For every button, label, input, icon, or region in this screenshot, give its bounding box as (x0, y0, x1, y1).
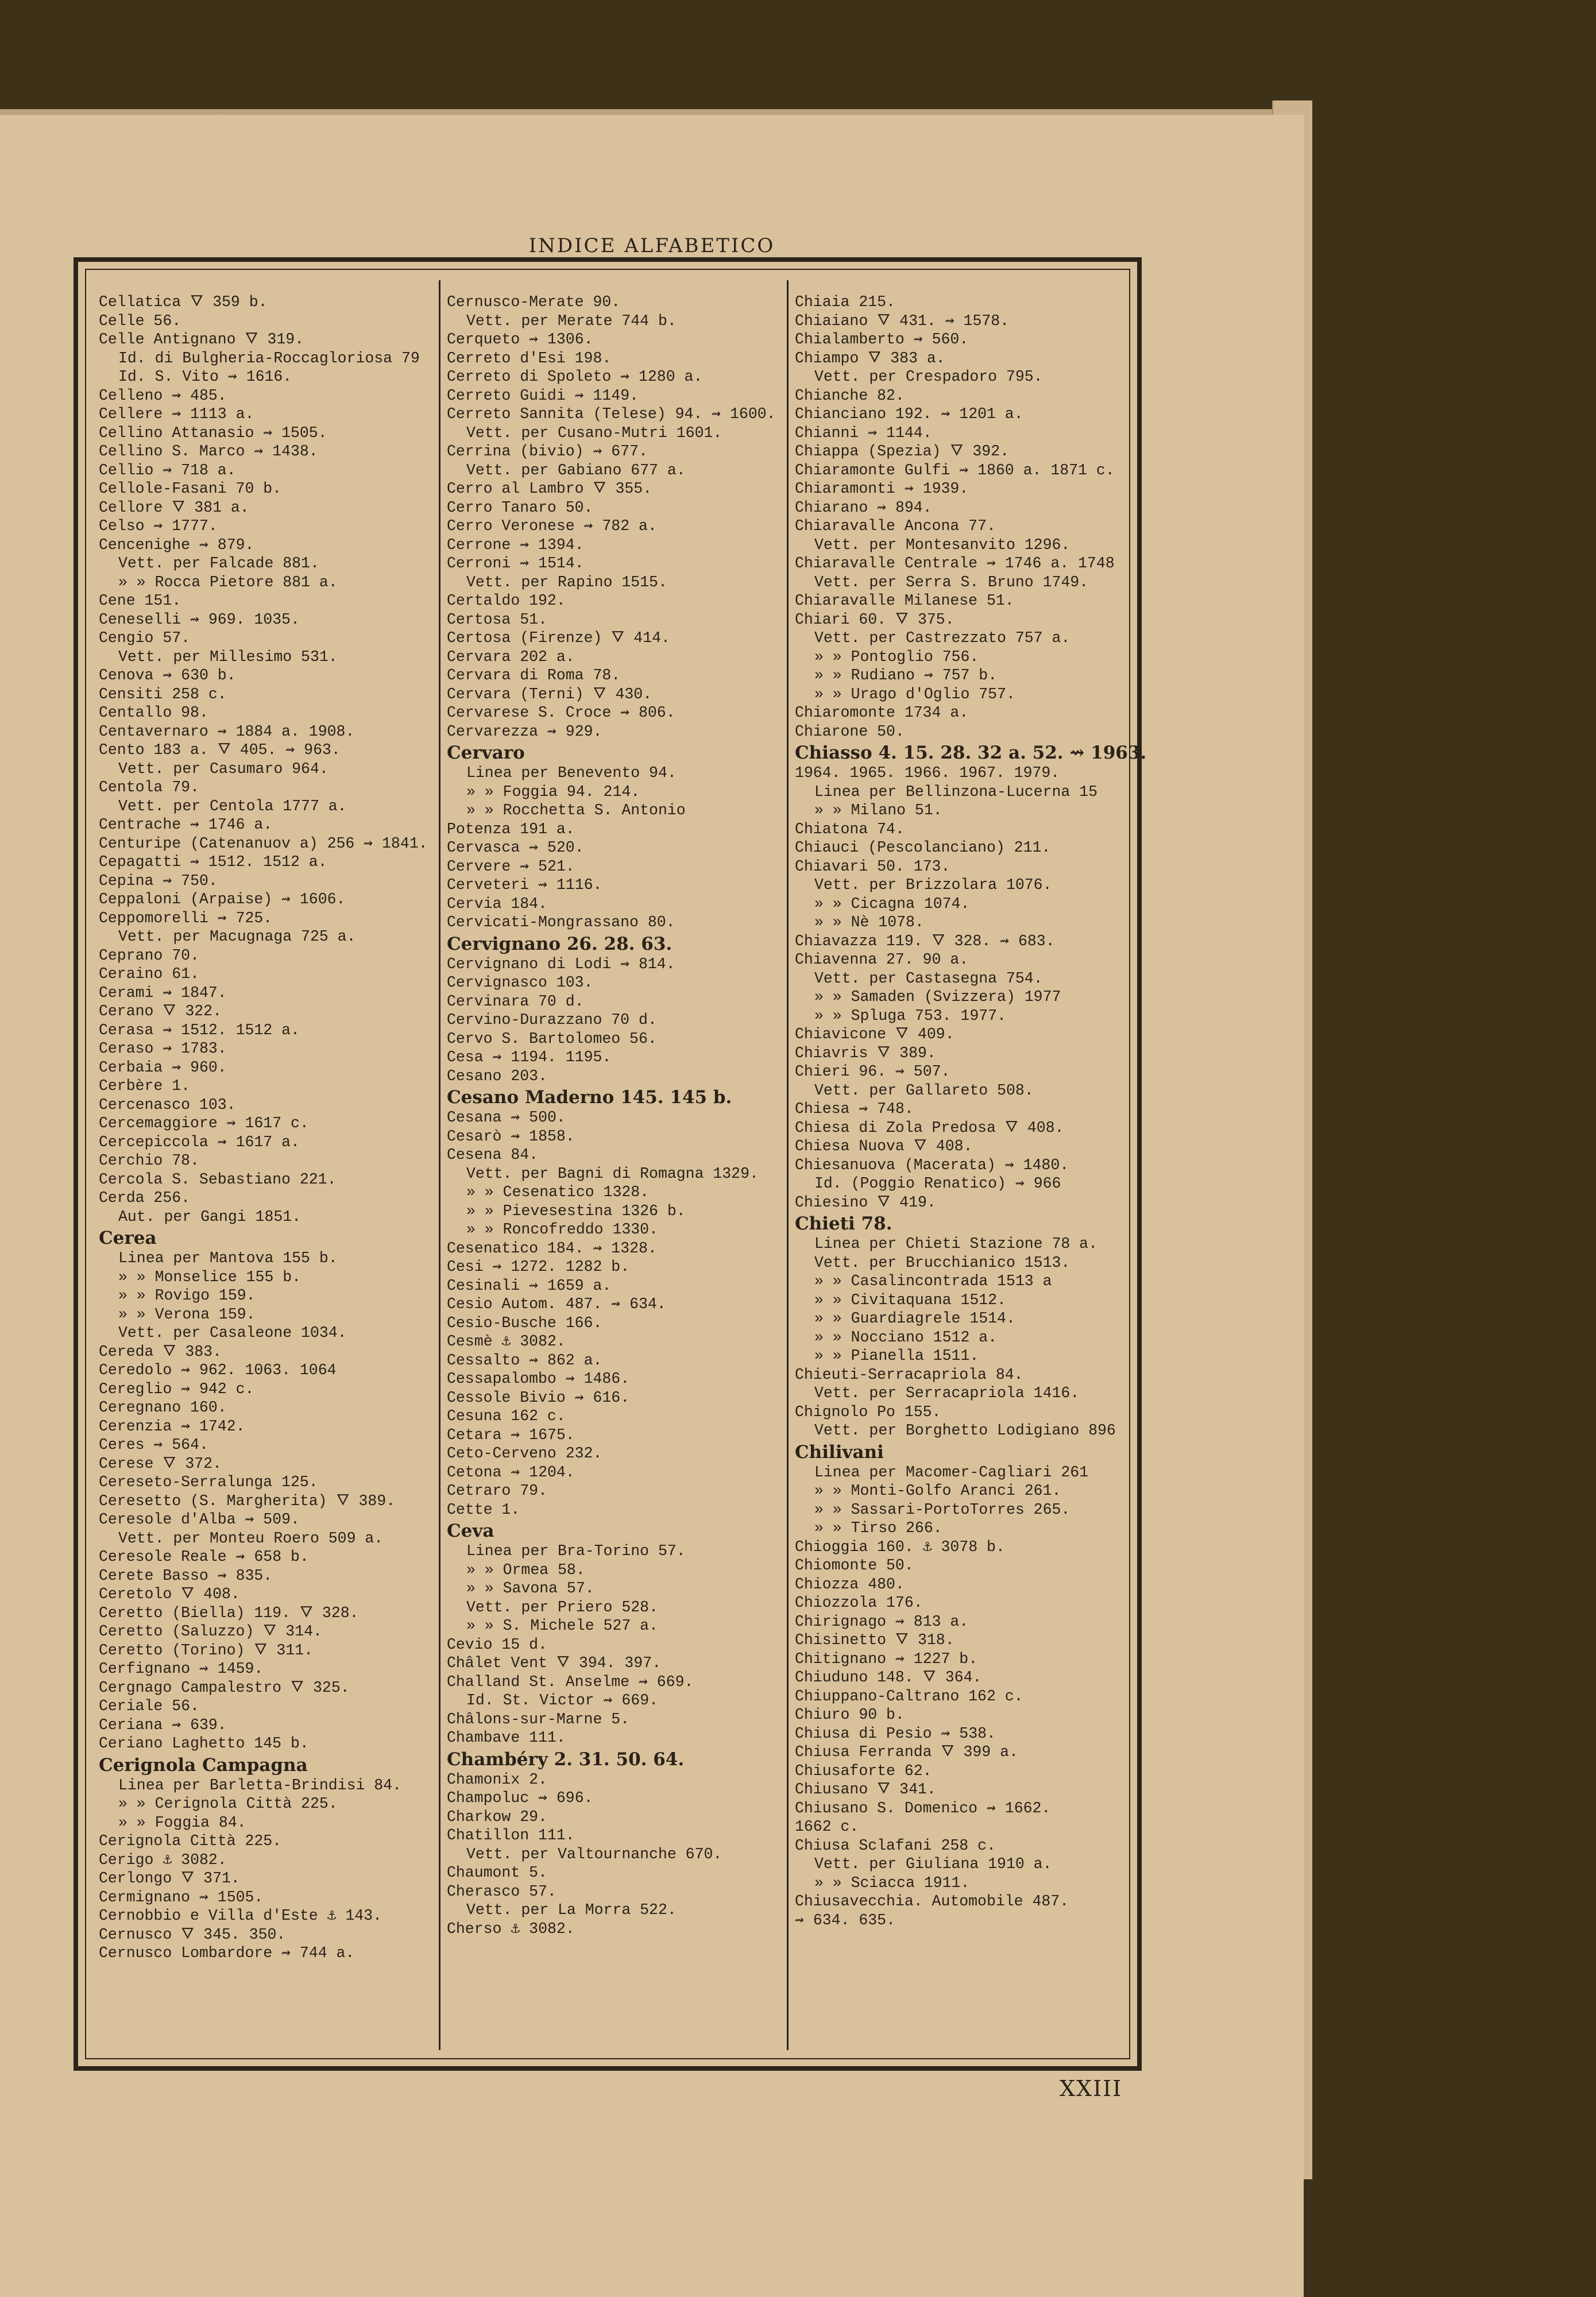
index-entry: Vett. per Falcade 881. (118, 555, 319, 572)
index-entry: Chiesino 🜄 419. (795, 1193, 936, 1211)
index-entry: Cessapalombo ⇝ 1486. (447, 1370, 630, 1387)
index-entry: Cesio-Busche 166. (447, 1314, 602, 1332)
index-entry: Cerignola Città 225. (99, 1832, 282, 1850)
index-entry: Cereglio ⇝ 942 c. (99, 1380, 254, 1398)
index-entry: » » Milano 51. (814, 802, 942, 819)
index-entry: Centuripe (Catenanuov a) 256 ⇝ 1841. (99, 834, 428, 852)
index-entry: Champoluc ⇝ 696. (447, 1789, 593, 1807)
index-entry: Cereda 🜄 383. (99, 1343, 222, 1360)
index-entry: Cerea (99, 1228, 157, 1248)
index-entry: Cerasa ⇝ 1512. 1512 a. (99, 1021, 300, 1039)
index-entry: Cessalto ⇝ 862 a. (447, 1351, 602, 1369)
index-entry: Ceto-Cerveno 232. (447, 1445, 602, 1462)
index-entry: Cervara di Roma 78. (447, 667, 621, 684)
index-entry: Chiomonte 50. (795, 1557, 914, 1574)
index-entry: Cereseto-Serralunga 125. (99, 1474, 318, 1491)
index-entry: Chiesanuova (Macerata) ⇝ 1480. (795, 1156, 1069, 1174)
index-entry: Vett. per Giuliana 1910 a. (814, 1855, 1052, 1873)
index-entry: Chiavari 50. 173. (795, 857, 950, 875)
index-entry: Certaldo 192. (447, 592, 566, 609)
index-entry: Ceretto (Torino) 🜄 311. (99, 1641, 314, 1659)
column-rule-2 (787, 280, 789, 2050)
index-entry: Cerqueto ⇝ 1306. (447, 331, 593, 348)
index-entry: Celle Antignano 🜄 319. (99, 331, 304, 348)
index-entry: Cellio ⇝ 718 a. (99, 461, 236, 479)
index-entry: Centrache ⇝ 1746 a. (99, 816, 273, 833)
index-entry: Chilivani (795, 1441, 884, 1463)
index-entry: Chianche 82. (795, 386, 905, 404)
index-entry: Cerchio 78. (99, 1152, 199, 1169)
index-entry: Cerro Veronese ⇝ 782 a. (447, 517, 657, 535)
index-entry: Cesinali ⇝ 1659 a. (447, 1277, 612, 1294)
index-entry: Chiaia 215. (795, 293, 895, 311)
index-entry: Cherasco 57. (447, 1882, 557, 1900)
index-entry: Vett. per Millesimo 531. (118, 648, 338, 666)
index-entry: » » Civitaquana 1512. (814, 1291, 1006, 1309)
index-entry: Ceretto (Saluzzo) 🜄 314. (99, 1623, 322, 1640)
index-entry: Chianni ⇝ 1144. (795, 424, 932, 442)
index-entry: » » Sassari-PortoTorres 265. (814, 1501, 1071, 1518)
index-entry: Cergnago Campalestro 🜄 325. (99, 1679, 350, 1696)
index-entry: Cesio Autom. 487. ⇝ 634. (447, 1296, 666, 1313)
index-entry: Chirignago ⇝ 813 a. (795, 1612, 969, 1630)
index-entry: Chaumont 5. (447, 1864, 547, 1881)
index-entry: Chiesa Nuova 🜄 408. (795, 1138, 973, 1155)
index-entry: Chiusa Sclafani 258 c. (795, 1836, 996, 1854)
index-entry: Linea per Bellinzona-Lucerna 15 (814, 783, 1098, 801)
index-entry: Chitignano ⇝ 1227 b. (795, 1650, 978, 1668)
index-entry: Cesa ⇝ 1194. 1195. (447, 1049, 612, 1066)
index-entry: Cervarezza ⇝ 929. (447, 722, 602, 740)
index-entry: Id. St. Victor ⇝ 669. (466, 1692, 659, 1709)
index-entry: Cervinara 70 d. (447, 992, 584, 1010)
index-entry: Cermignano ⇝ 1505. (99, 1888, 264, 1906)
index-entry: Cerigo ⚓ 3082. (99, 1851, 227, 1869)
index-entry: » » Roncofreddo 1330. (466, 1221, 658, 1238)
index-entry: Cengio 57. (99, 629, 191, 647)
index-entry: Chialamberto ⇝ 560. (795, 331, 969, 348)
index-entry: » » Cesenatico 1328. (466, 1184, 650, 1201)
index-entry: Cerenzia ⇝ 1742. (99, 1417, 245, 1435)
index-entry: Chiaravalle Ancona 77. (795, 517, 996, 535)
index-entry: Cernusco Lombardore ⇝ 744 a. (99, 1944, 355, 1962)
index-entry: Cervignano di Lodi ⇝ 814. (447, 955, 675, 973)
index-entry: Cervia 184. (447, 895, 547, 912)
index-entry: Cerveteri ⇝ 1116. (447, 876, 602, 894)
index-entry: Cesi ⇝ 1272. 1282 b. (447, 1258, 630, 1275)
index-entry: Cercola S. Sebastiano 221. (99, 1170, 337, 1188)
index-entry: Chiappa (Spezia) 🜄 392. (795, 443, 1010, 460)
index-entry: 1964. 1965. 1966. 1967. 1979. (795, 764, 1060, 782)
index-entry: Ceretto (Biella) 119. 🜄 328. (99, 1604, 359, 1622)
index-entry: » » Rudiano ⇝ 757 b. (814, 667, 998, 684)
index-entry: Ceppomorelli ⇝ 725. (99, 909, 273, 927)
index-entry: » » Samaden (Svizzera) 1977 (814, 988, 1061, 1006)
index-entry: » » Sciacca 1911. (814, 1874, 970, 1892)
index-entry: Cetona ⇝ 1204. (447, 1463, 575, 1481)
index-entry: Ceretolo 🜄 408. (99, 1586, 240, 1603)
index-entry: Vett. per Crespadoro 795. (814, 368, 1043, 385)
index-entry: Cenova ⇝ 630 b. (99, 667, 236, 684)
index-entry: » » Ormea 58. (466, 1561, 585, 1579)
index-entry: Cevio 15 d. (447, 1635, 547, 1653)
index-entry: » » Guardiagrele 1514. (814, 1310, 1015, 1327)
index-entry: Linea per Barletta-Brindisi 84. (118, 1776, 401, 1794)
index-entry: Celle 56. (99, 312, 181, 330)
index-entry: Ceneselli ⇝ 969. 1035. (99, 610, 300, 628)
index-entry: Cervicati-Mongrassano 80. (447, 914, 675, 931)
index-entry: Chiaiano 🜄 431. ⇝ 1578. (795, 312, 1010, 330)
index-entry: Cerete Basso ⇝ 835. (99, 1567, 273, 1584)
index-entry: Cerlongo 🜄 371. (99, 1870, 240, 1887)
index-entry: Cervara 202 a. (447, 648, 575, 666)
index-entry: Ceprano 70. (99, 946, 199, 964)
index-entry: Cepagatti ⇝ 1512. 1512 a. (99, 853, 327, 871)
index-entry: Chiuro 90 b. (795, 1706, 905, 1723)
index-entry: Ceresetto (S. Margherita) 🜄 389. (99, 1492, 396, 1510)
index-entry: » » Cerignola Città 225. (118, 1795, 338, 1812)
index-entry: Chignolo Po 155. (795, 1403, 941, 1421)
index-entry: Châlet Vent 🜄 394. 397. (447, 1654, 662, 1672)
index-entry: Chiavicone 🜄 409. (795, 1026, 954, 1043)
index-entry: Ceriano Laghetto 145 b. (99, 1735, 309, 1752)
index-entry: Cellino Attanasio ⇝ 1505. (99, 424, 327, 442)
index-entry: Cesuna 162 c. (447, 1407, 566, 1425)
index-entry: Cerreto d'Esi 198. (447, 349, 612, 367)
index-entry: Chiari 60. 🜄 375. (795, 610, 954, 628)
index-entry: Cervo S. Bartolomeo 56. (447, 1030, 657, 1047)
index-entry: Chiusa Ferranda 🜄 399 a. (795, 1743, 1018, 1761)
index-entry: Chamonix 2. (447, 1770, 547, 1788)
index-entry: Chiavris 🜄 389. (795, 1044, 936, 1062)
index-entry: » » Pontoglio 756. (814, 648, 979, 666)
index-entry: Cellore 🜄 381 a. (99, 498, 249, 516)
index-entry: Cesano 203. (447, 1067, 547, 1085)
index-entry: Cene 151. (99, 592, 181, 609)
index-entry: Aut. per Gangi 1851. (118, 1208, 302, 1225)
index-entry: ⇝ 634. 635. (795, 1911, 895, 1929)
index-entry: Cepina ⇝ 750. (99, 872, 218, 890)
index-entry: Ceredolo ⇝ 962. 1063. 1064 (99, 1362, 337, 1379)
index-entry: » » Rocca Pietore 881 a. (118, 573, 338, 591)
index-entry: Cessole Bivio ⇝ 616. (447, 1389, 630, 1406)
index-entry: Vett. per La Morra 522. (466, 1901, 677, 1919)
index-entry: » » Nocciano 1512 a. (814, 1328, 998, 1346)
index-entry: Cervarese S. Croce ⇝ 806. (447, 704, 675, 721)
index-entry: » » Monti-Golfo Aranci 261. (814, 1482, 1061, 1499)
index-entry: Centola 79. (99, 779, 199, 796)
index-entry: » » Casalincontrada 1513 a (814, 1273, 1052, 1290)
index-entry: Linea per Macomer-Cagliari 261 (814, 1463, 1089, 1481)
index-entry: Cervara (Terni) 🜄 430. (447, 685, 652, 703)
index-entry: » » Foggia 94. 214. (466, 783, 640, 801)
index-entry: Chambave 111. (447, 1729, 566, 1746)
index-entry: Chiampo 🜄 383 a. (795, 349, 945, 367)
index-entry: Chiaravalle Milanese 51. (795, 592, 1014, 609)
index-entry: Cerrina (bivio) ⇝ 677. (447, 443, 648, 460)
index-entry: Cerbaia ⇝ 960. (99, 1058, 227, 1076)
index-entry: Ceresole d'Alba ⇝ 509. (99, 1511, 300, 1528)
index-entry: Ceraino 61. (99, 965, 199, 983)
index-entry: Chieuti-Serracapriola 84. (795, 1366, 1023, 1383)
index-entry: Chiavazza 119. 🜄 328. ⇝ 683. (795, 932, 1055, 950)
index-entry: Chisinetto 🜄 318. (795, 1631, 954, 1649)
index-entry: Cesana ⇝ 500. (447, 1109, 566, 1126)
column-rule-1 (439, 280, 440, 2050)
index-entry: » » Monselice 155 b. (118, 1268, 302, 1286)
index-entry: Cervignasco 103. (447, 974, 593, 991)
index-entry: Id. (Poggio Renatico) ⇝ 966 (814, 1175, 1061, 1192)
index-entry: Vett. per Priero 528. (466, 1598, 658, 1616)
index-entry: Chiusaforte 62. (795, 1762, 932, 1780)
index-entry: Challand St. Anselme ⇝ 669. (447, 1673, 694, 1691)
index-entry: Vett. per Castasegna 754. (814, 969, 1043, 987)
index-entry: 1662 c. (795, 1818, 859, 1835)
index-entry: Châlons-sur-Marne 5. (447, 1710, 630, 1728)
index-entry: Cervere ⇝ 521. (447, 857, 575, 875)
index-entry: Chiusavecchia. Automobile 487. (795, 1893, 1069, 1910)
index-entry: Chiavenna 27. 90 a. (795, 951, 969, 968)
index-entry: Cerfignano ⇝ 1459. (99, 1660, 264, 1677)
index-entry: Cesarò ⇝ 1858. (447, 1127, 575, 1145)
index-entry: Cernobbio e Villa d'Este ⚓ 143. (99, 1907, 382, 1924)
index-entry: Cellatica 🜄 359 b. (99, 293, 268, 311)
index-entry: Ceresole Reale ⇝ 658 b. (99, 1548, 309, 1565)
index-entry: Linea per Benevento 94. (466, 764, 677, 782)
index-entry: Cernusco 🜄 345. 350. (99, 1925, 286, 1943)
index-entry: Chiesa ⇝ 748. (795, 1100, 914, 1117)
index-entry: Cetara ⇝ 1675. (447, 1426, 575, 1444)
index-entry: Id. di Bulgheria-Roccagloriosa 79 (118, 349, 420, 367)
index-entry: Chatillon 111. (447, 1827, 575, 1844)
index-entry: Ceriale 56. (99, 1697, 199, 1715)
index-entry: Chiasso 4. 15. 28. 32 a. 52. ⇝ 1963. (795, 743, 1147, 763)
index-entry: Linea per Chieti Stazione 78 a. (814, 1235, 1098, 1252)
index-entry: Cesena 84. (447, 1146, 539, 1163)
index-entry: Chiuduno 148. 🜄 364. (795, 1669, 982, 1686)
index-entry: » » S. Michele 527 a. (466, 1617, 658, 1634)
index-entry: Vett. per Brizzolara 1076. (814, 876, 1052, 894)
index-entry: Vett. per Centola 1777 a. (118, 797, 347, 815)
page-number: XXIII (1060, 2076, 1123, 2101)
index-entry: Vett. per Montesanvito 1296. (814, 536, 1071, 554)
index-entry: Cerami ⇝ 1847. (99, 984, 227, 1001)
index-column-3 (795, 293, 1146, 1929)
index-entry: Vett. per Valtournanche 670. (466, 1845, 722, 1863)
index-entry: Cesenatico 184. ⇝ 1328. (447, 1239, 657, 1257)
index-entry: Chioggia 160. ⚓ 3078 b. (795, 1538, 1005, 1556)
index-column-2 (447, 293, 776, 1938)
index-entry: Charkow 29. (447, 1808, 547, 1826)
index-entry: Linea per Bra-Torino 57. (466, 1542, 686, 1560)
index-entry: Chiesa di Zola Predosa 🜄 408. (795, 1119, 1064, 1136)
index-entry: Vett. per Cusano-Mutri 1601. (466, 424, 722, 442)
index-entry: Cernusco-Merate 90. (447, 293, 621, 311)
index-entry: Cervasca ⇝ 520. (447, 839, 584, 856)
index-frame (74, 257, 1147, 2071)
index-entry: Cerrone ⇝ 1394. (447, 536, 584, 554)
index-entry: Cerano 🜄 322. (99, 1003, 222, 1020)
index-entry: Ceregnano 160. (99, 1399, 227, 1416)
index-entry: Vett. per Castrezzato 757 a. (814, 629, 1071, 647)
index-entry: Chiaramonte Gulfi ⇝ 1860 a. 1871 c. (795, 461, 1115, 479)
index-entry: Cellole-Fasani 70 b. (99, 480, 282, 497)
index-entry: Cerreto Guidi ⇝ 1149. (447, 386, 639, 404)
index-entry: Cerro al Lambro 🜄 355. (447, 480, 652, 497)
index-entry: Chiaromonte 1734 a. (795, 704, 969, 721)
index-entry: Chiatona 74. (795, 820, 905, 838)
index-entry: Certosa (Firenze) 🜄 414. (447, 629, 670, 647)
index-entry: Censiti 258 c. (99, 685, 227, 703)
index-entry: Ceppaloni (Arpaise) ⇝ 1606. (99, 891, 346, 908)
index-entry: Cervignano 26. 28. 63. (447, 933, 673, 954)
index-entry: Ceriana ⇝ 639. (99, 1716, 227, 1734)
index-entry: Cette 1. (447, 1501, 520, 1518)
index-entry: Cellino S. Marco ⇝ 1438. (99, 443, 318, 460)
index-entry: Chiusa di Pesio ⇝ 538. (795, 1724, 996, 1742)
index-entry: Chiaramonti ⇝ 1939. (795, 480, 969, 497)
index-entry: Vett. per Gabiano 677 a. (466, 461, 686, 479)
index-entry: Cerroni ⇝ 1514. (447, 555, 584, 572)
index-entry: Ceres ⇝ 564. (99, 1436, 208, 1453)
index-entry: Chiarone 50. (795, 722, 905, 740)
index-entry: Vett. per Casaleone 1034. (118, 1324, 347, 1341)
index-entry: Cervaro (447, 743, 525, 763)
index-entry: » » Savona 57. (466, 1580, 594, 1597)
index-entry: Chianciano 192. ⇝ 1201 a. (795, 405, 1023, 423)
index-entry: » » Cicagna 1074. (814, 895, 970, 912)
index-entry: Cerbère 1. (99, 1077, 191, 1095)
index-entry: Vett. per Macugnaga 725 a. (118, 928, 356, 945)
index-entry: Cerreto di Spoleto ⇝ 1280 a. (447, 368, 703, 385)
index-entry: » » Nè 1078. (814, 914, 924, 931)
index-entry: Vett. per Borghetto Lodigiano 896 (814, 1422, 1116, 1439)
index-entry: Cercemaggiore ⇝ 1617 c. (99, 1115, 309, 1132)
index-entry: Vett. per Monteu Roero 509 a. (118, 1529, 384, 1547)
index-entry: Vett. per Gallareto 508. (814, 1081, 1034, 1099)
index-entry: Chiusano 🜄 341. (795, 1781, 936, 1798)
index-entry: Chieti 78. (795, 1213, 892, 1234)
index-entry: Vett. per Casumaro 964. (118, 760, 329, 778)
index-entry: Chiusano S. Domenico ⇝ 1662. (795, 1799, 1051, 1817)
index-entry: » » Rovigo 159. (118, 1287, 256, 1304)
index-entry: Vett. per Serracapriola 1416. (814, 1385, 1080, 1402)
index-entry: Chiaravalle Centrale ⇝ 1746 a. 1748 (795, 555, 1115, 572)
index-entry: Celleno ⇝ 485. (99, 386, 227, 404)
index-entry: Chiarano ⇝ 894. (795, 498, 932, 516)
index-entry: Celso ⇝ 1777. (99, 517, 218, 535)
index-entry: Potenza 191 a. (447, 820, 575, 838)
index-entry: Cerignola Campagna (99, 1754, 308, 1776)
index-entry: » » Foggia 84. (118, 1813, 246, 1831)
index-entry: Cesano Maderno 145. 145 b. (447, 1087, 732, 1108)
index-entry: » » Tirso 266. (814, 1519, 942, 1537)
index-entry: Chiozza 480. (795, 1575, 905, 1593)
index-entry: Chiauci (Pescolanciano) 211. (795, 839, 1051, 856)
index-entry: Cerda 256. (99, 1189, 191, 1206)
index-entry: Chieri 96. ⇝ 507. (795, 1063, 950, 1080)
index-entry: Chambéry 2. 31. 50. 64. (447, 1749, 685, 1770)
index-entry: Vett. per Rapino 1515. (466, 573, 667, 591)
index-entry: » » Urago d'Oglio 757. (814, 685, 1015, 703)
index-column-1 (99, 293, 428, 1963)
index-entry: Cesmè ⚓ 3082. (447, 1333, 566, 1350)
index-entry: Certosa 51. (447, 610, 547, 628)
index-entry: Chiuppano-Caltrano 162 c. (795, 1687, 1023, 1705)
index-entry: Cento 183 a. 🜄 405. ⇝ 963. (99, 741, 341, 759)
index-entry: » » Rocchetta S. Antonio (466, 802, 686, 819)
index-entry: Ceva (447, 1521, 494, 1541)
index-entry: Cellere ⇝ 1113 a. (99, 405, 254, 423)
index-entry: Vett. per Serra S. Bruno 1749. (814, 573, 1089, 591)
index-entry: Cercenasco 103. (99, 1096, 236, 1113)
index-entry: Vett. per Brucchianico 1513. (814, 1254, 1071, 1271)
index-entry: Vett. per Bagni di Romagna 1329. (466, 1165, 759, 1182)
index-entry: Cerro Tanaro 50. (447, 498, 593, 516)
index-entry: Id. S. Vito ⇝ 1616. (118, 368, 292, 385)
index-entry: Cerreto Sannita (Telese) 94. ⇝ 1600. (447, 405, 776, 423)
index-entry: Cervino-Durazzano 70 d. (447, 1011, 657, 1028)
index-entry: Cercepiccola ⇝ 1617 a. (99, 1133, 300, 1151)
page-title: INDICE ALFABETICO (528, 234, 775, 257)
index-entry: Vett. per Merate 744 b. (466, 312, 677, 330)
index-entry: Centallo 98. (99, 704, 208, 721)
index-frame-inner (85, 269, 1147, 2059)
index-entry: » » Spluga 753. 1977. (814, 1007, 1006, 1024)
index-entry: Cherso ⚓ 3082. (447, 1920, 575, 1938)
index-entry: Cerese 🜄 372. (99, 1455, 222, 1472)
index-entry: » » Pianella 1511. (814, 1347, 979, 1364)
index-entry: » » Pievesestina 1326 b. (466, 1202, 686, 1220)
index-entry: » » Verona 159. (118, 1305, 256, 1323)
index-entry: Ceraso ⇝ 1783. (99, 1040, 227, 1057)
index-entry: Cencenighe ⇝ 879. (99, 536, 254, 554)
index-entry: Cetraro 79. (447, 1482, 547, 1499)
index-entry: Linea per Mantova 155 b. (118, 1250, 338, 1267)
index-entry: Centavernaro ⇝ 1884 a. 1908. (99, 722, 355, 740)
index-entry: Chiozzola 176. (795, 1594, 923, 1611)
